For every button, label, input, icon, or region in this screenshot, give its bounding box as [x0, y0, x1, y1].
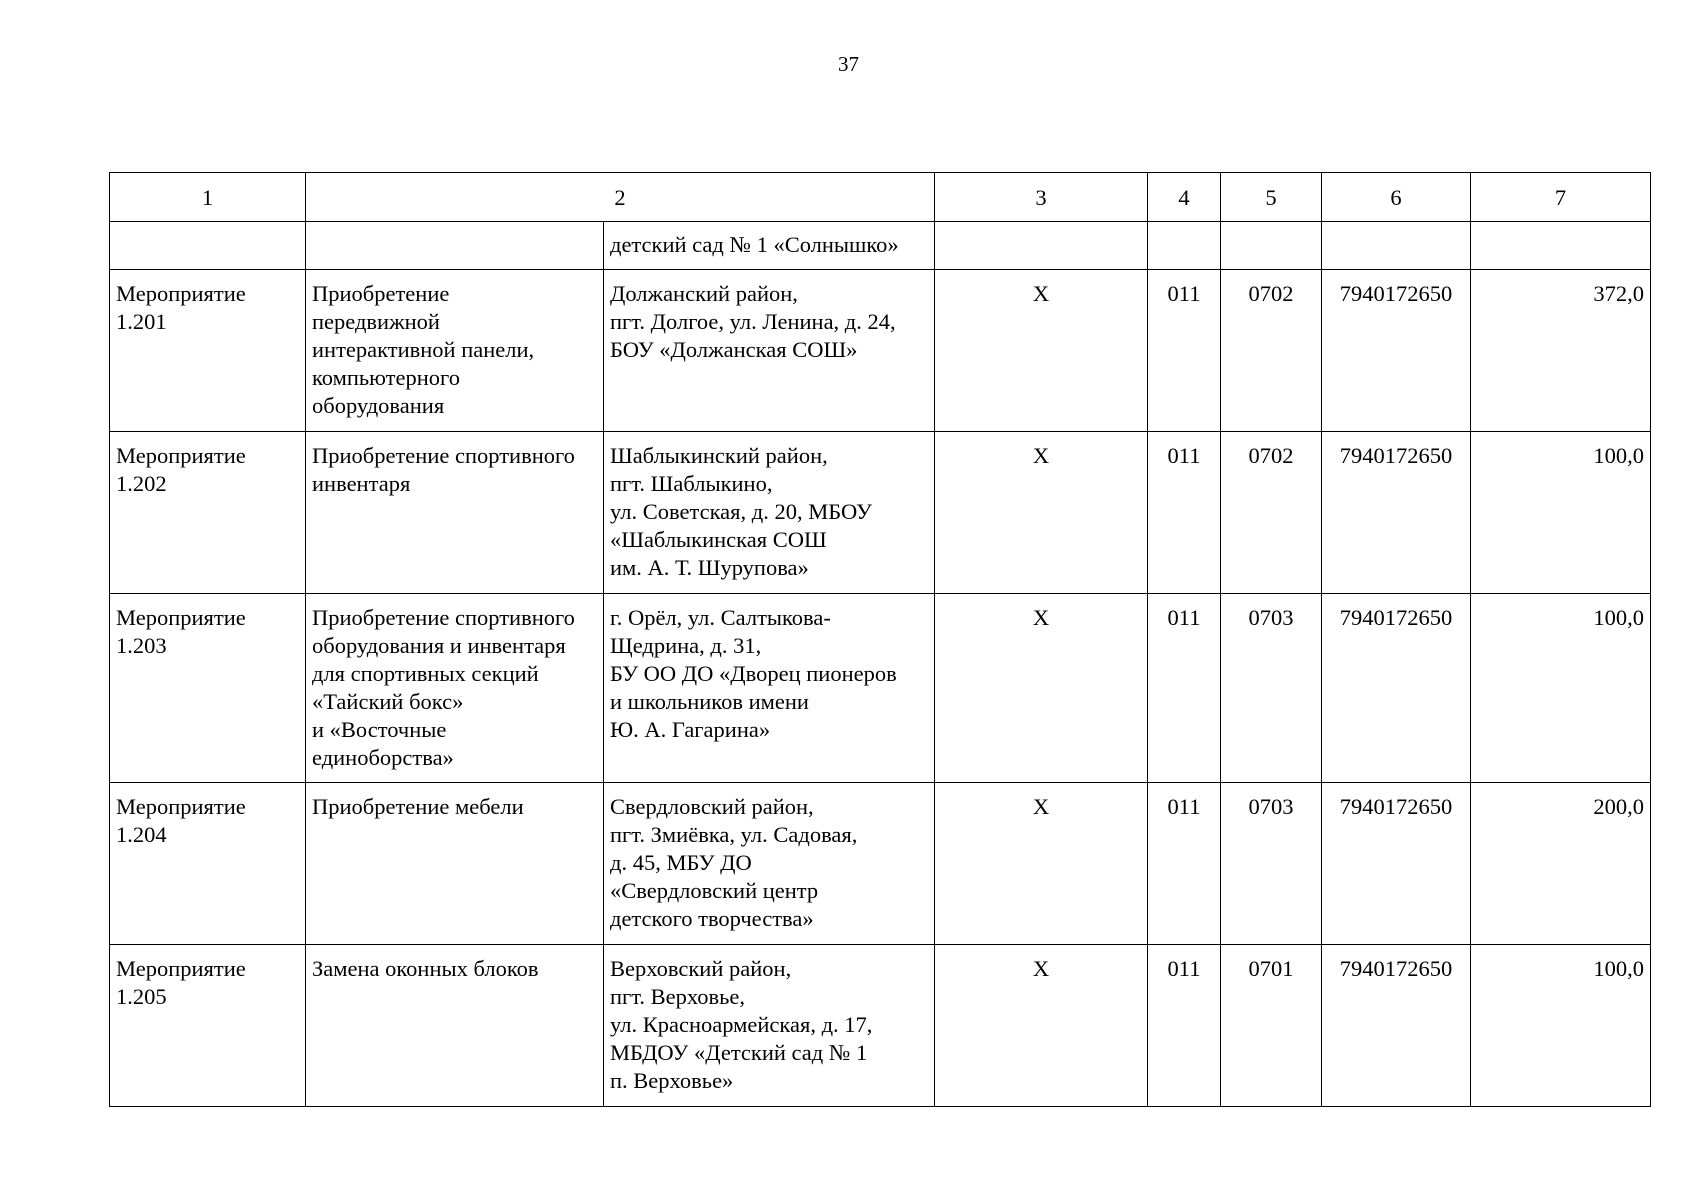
header-row — [110, 173, 1651, 222]
cell-col6 — [1322, 222, 1471, 270]
cell-col7: 100,0 — [1471, 945, 1651, 1107]
cell-col3: Х — [935, 594, 1148, 783]
cell-event: Мероприятие 1.202 — [110, 432, 306, 594]
measures-table — [109, 172, 1651, 1107]
table-row — [110, 270, 1651, 432]
cell-name: Приобретение спортивного инвентаря — [306, 432, 604, 594]
header-cell-4: 4 — [1148, 173, 1221, 222]
cell-col5: 0701 — [1221, 945, 1322, 1107]
cell-name: Замена оконных блоков — [306, 945, 604, 1107]
table-row — [110, 594, 1651, 783]
cell-col3: Х — [935, 270, 1148, 432]
cell-col7: 372,0 — [1471, 270, 1651, 432]
cell-col5: 0703 — [1221, 594, 1322, 783]
cell-col3: Х — [935, 783, 1148, 945]
cell-address: Свердловский район, пгт. Змиёвка, ул. Садовая, д. 45, МБУ ДО «Свердловский центр детского творчества» — [604, 783, 935, 945]
cell-col4: 011 — [1148, 783, 1221, 945]
header-cell-2: 2 — [306, 173, 935, 222]
cell-col4: 011 — [1148, 432, 1221, 594]
cell-address: Шаблыкинский район, пгт. Шаблыкино, ул. Советская, д. 20, МБОУ «Шаблыкинская СОШ им. А. Т. Шурупова» — [604, 432, 935, 594]
cell-col6: 7940172650 — [1322, 594, 1471, 783]
header-cell-3: 3 — [935, 173, 1148, 222]
header-cell-7: 7 — [1471, 173, 1651, 222]
table-row — [110, 945, 1651, 1107]
page-number: 37 — [838, 52, 859, 76]
continuation-row — [110, 222, 1651, 270]
table-row — [110, 783, 1651, 945]
cell-col5: 0703 — [1221, 783, 1322, 945]
cell-event: Мероприятие 1.205 — [110, 945, 306, 1107]
cell-address: детский сад № 1 «Солнышко» — [604, 222, 935, 270]
cell-col4: 011 — [1148, 594, 1221, 783]
cell-address: Должанский район, пгт. Долгое, ул. Ленина, д. 24, БОУ «Должанская СОШ» — [604, 270, 935, 432]
cell-col4: 011 — [1148, 270, 1221, 432]
cell-col4 — [1148, 222, 1221, 270]
cell-col3: Х — [935, 945, 1148, 1107]
cell-event: Мероприятие 1.204 — [110, 783, 306, 945]
cell-col6: 7940172650 — [1322, 945, 1471, 1107]
header-cell-1: 1 — [110, 173, 306, 222]
header-cell-6: 6 — [1322, 173, 1471, 222]
cell-col7: 200,0 — [1471, 783, 1651, 945]
cell-event: Мероприятие 1.201 — [110, 270, 306, 432]
header-cell-5: 5 — [1221, 173, 1322, 222]
cell-col5: 0702 — [1221, 432, 1322, 594]
cell-col7: 100,0 — [1471, 594, 1651, 783]
cell-name: Приобретение мебели — [306, 783, 604, 945]
cell-event: Мероприятие 1.203 — [110, 594, 306, 783]
cell-address: Верховский район, пгт. Верховье, ул. Красноармейская, д. 17, МБДОУ «Детский сад № 1 п. Верховье» — [604, 945, 935, 1107]
cell-col6: 7940172650 — [1322, 270, 1471, 432]
cell-name: Приобретение передвижной интерактивной панели, компьютерного оборудования — [306, 270, 604, 432]
cell-col6: 7940172650 — [1322, 432, 1471, 594]
table-row — [110, 432, 1651, 594]
cell-address: г. Орёл, ул. Салтыкова- Щедрина, д. 31, БУ ОО ДО «Дворец пионеров и школьников имени Ю. А. Гагарина» — [604, 594, 935, 783]
cell-col7 — [1471, 222, 1651, 270]
cell-col5 — [1221, 222, 1322, 270]
cell-col6: 7940172650 — [1322, 783, 1471, 945]
cell-col3: Х — [935, 432, 1148, 594]
cell-col4: 011 — [1148, 945, 1221, 1107]
cell-event — [110, 222, 306, 270]
cell-col7: 100,0 — [1471, 432, 1651, 594]
cell-name — [306, 222, 604, 270]
cell-col3 — [935, 222, 1148, 270]
cell-col5: 0702 — [1221, 270, 1322, 432]
cell-name: Приобретение спортивного оборудования и инвентаря для спортивных секций «Тайский бокс» и «Восточные единоборства» — [306, 594, 604, 783]
